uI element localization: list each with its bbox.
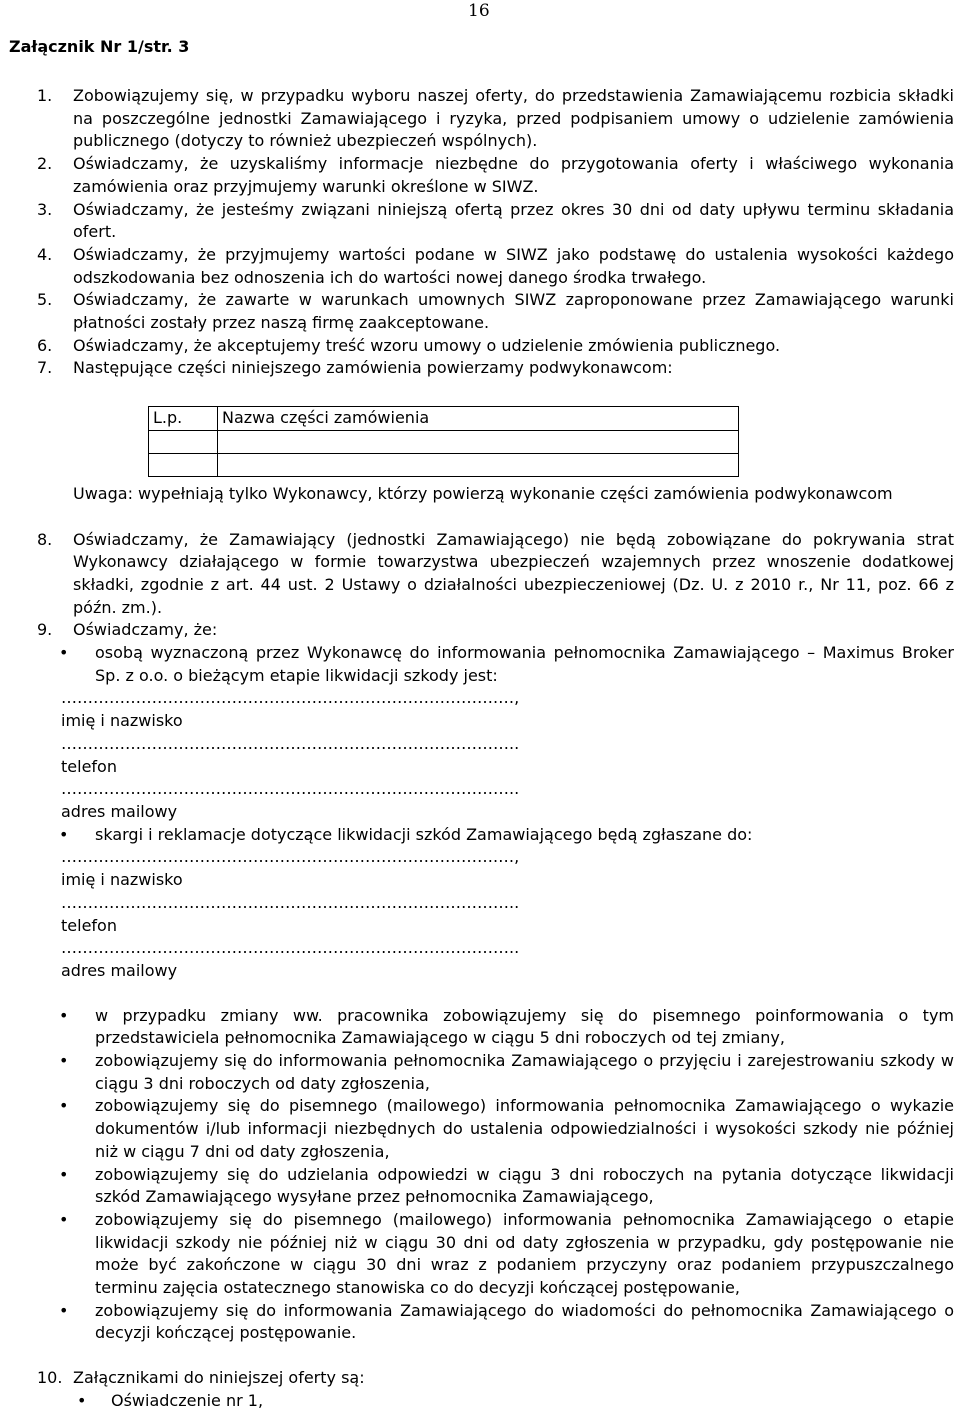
clause-number: 7.: [37, 358, 53, 378]
clause-2: [37, 153, 954, 198]
bullet-icon: •: [59, 1005, 69, 1025]
fill-in-field[interactable]: ……………………………………………………………………….…,: [61, 688, 520, 708]
attachment-item: [37, 1390, 954, 1413]
bullet-icon: •: [59, 1164, 69, 1184]
table-cell[interactable]: [149, 430, 218, 453]
field-label: imię i nazwisko: [61, 870, 183, 890]
table-row: [149, 430, 739, 453]
bullet-icon: •: [59, 643, 69, 663]
bullet-icon: •: [59, 1300, 69, 1320]
attachment-header: Załącznik Nr 1/str. 3: [9, 37, 190, 56]
clause-6: [37, 335, 954, 358]
clause-text: Oświadczamy, że Zamawiający (jednostki Zamawiającego) nie będą zobowiązane do pokrywania strat Wykonawcy działającego w formie towarzystwa ubezpieczeń wzajemnych przez wnoszenie dodatkowej składki, zgodnie z art. 44 ust. 2 Ustawy o działalności ubezpieczeniowej (Dz. U. z 2010 r., Nr 11, poz. 66 z późn. zm.).: [73, 529, 954, 617]
table-note: Uwaga: wypełniają tylko Wykonawcy, którzy powierzą wykonanie części zamówienia podwykonawcom: [73, 483, 893, 503]
bullet-text: osobą wyznaczoną przez Wykonawcę do informowania pełnomocnika Zamawiającego – Maximus Broker Sp. z o.o. o bieżącym etapie likwidacji szkody jest:: [95, 643, 954, 685]
clause-3: [37, 199, 954, 244]
bullet-text: zobowiązujemy się do pisemnego (mailowego) informowania pełnomocnika Zamawiającego o etapie likwidacji szkody nie później niż w ciągu 30 dni od daty zgłoszenia w przypadku, gdy postępowanie nie może być zakończone w ciągu 30 dni wraz z podaniem przyczyny oraz podaniem przypuszczalnego terminu zajęcia ostatecznego stanowiska co do decyzji kończącej postępowanie,: [95, 1209, 954, 1298]
clause-text: Oświadczamy, że akceptujemy treść wzoru umowy o udzielenie zmówienia publicznego.: [73, 335, 781, 355]
bullet-icon: •: [59, 1051, 69, 1071]
bullet-obligation: [37, 1005, 954, 1050]
bullet-text: zobowiązujemy się do udzielania odpowiedzi w ciągu 3 dni roboczych na pytania dotyczące likwidacji szkód Zamawiającego wysyłane przez pełnomocnika Zamawiającego,: [95, 1164, 954, 1207]
bullet-complaints: [37, 824, 954, 847]
field-label: adres mailowy: [61, 960, 178, 980]
clause-number: 2.: [37, 154, 53, 174]
clause-number: 4.: [37, 244, 53, 264]
clause-10: [37, 1367, 954, 1390]
clause-9: [37, 619, 954, 642]
clause-text: Załącznikami do niniejszej oferty są:: [73, 1368, 365, 1388]
clause-text: Oświadczamy, że uzyskaliśmy informacje niezbędne do przygotowania oferty i właściwego wykonania zamówienia oraz przyjmujemy warunki określone w SIWZ.: [73, 154, 954, 196]
clause-number: 6.: [37, 335, 53, 355]
attachment-text: Oświadczenie nr 1,: [111, 1390, 264, 1410]
subcontractor-table: [148, 406, 739, 477]
bullet-obligation: [37, 1209, 954, 1300]
bullet-icon: •: [59, 1096, 69, 1116]
table-cell[interactable]: [218, 453, 739, 476]
page-number: 16: [468, 1, 490, 21]
clause-1: [37, 85, 954, 153]
table-row: [149, 453, 739, 476]
clause-number: 8.: [37, 529, 53, 549]
clause-text: Następujące części niniejszego zamówienia powierzamy podwykonawcom:: [73, 358, 673, 378]
bullet-text: zobowiązujemy się do pisemnego (mailowego) informowania pełnomocnika Zamawiającego o wykazie dokumentów i/lub informacji niezbędnych do ustalenia odpowiedzialności i wysokości szkody nie później niż w ciągu 7 dni od daty zgłoszenia,: [95, 1096, 954, 1161]
bullet-text: w przypadku zmiany ww. pracownika zobowiązujemy się do pisemnego poinformowania o tym przedstawiciela pełnomocnika Zamawiającego w ciągu 5 dni roboczych od tej zmiany,: [95, 1005, 954, 1048]
clause-text: Oświadczamy, że przyjmujemy wartości podane w SIWZ jako podstawę do ustalenia wysokości każdego odszkodowania bez odnoszenia ich do wartości nowej danego środka trwałego.: [73, 244, 954, 287]
fill-in-field[interactable]: …………………………………………………………………………..: [61, 938, 520, 958]
fill-in-field[interactable]: ……………………………………………………………………….…,: [61, 847, 520, 867]
table-header-name: Nazwa części zamówienia: [218, 407, 739, 431]
clause-5: [37, 289, 954, 334]
clause-number: 3.: [37, 199, 53, 219]
bullet-obligation: [37, 1050, 954, 1095]
bullet-text: zobowiązujemy się do informowania Zamawiającego do wiadomości do pełnomocnika Zamawiającego o decyzji kończącej postępowanie.: [95, 1300, 954, 1343]
clause-number: 10.: [37, 1368, 63, 1388]
clause-text: Oświadczamy, że jesteśmy związani niniejszą ofertą przez okres 30 dni od daty upływu terminu składania ofert.: [73, 199, 954, 242]
bullet-obligation: [37, 1095, 954, 1163]
clause-4: [37, 244, 954, 289]
clause-text: Zobowiązujemy się, w przypadku wyboru naszej oferty, do przedstawienia Zamawiającemu rozbicia składki na poszczególne jednostki Zamawiającego i ryzyka, przed podpisaniem umowy o udzielenie zamówienia publicznego (dotyczy to również ubezpieczeń wspólnych).: [73, 86, 954, 151]
clause-text: Oświadczamy, że zawarte w warunkach umownych SIWZ zaproponowane przez Zamawiającego warunki płatności zostały przez naszą firmę zaakceptowane.: [73, 290, 954, 333]
clause-number: 9.: [37, 620, 53, 640]
bullet-obligation: [37, 1300, 954, 1345]
clause-number: 1.: [37, 86, 53, 105]
bullet-text: skargi i reklamacje dotyczące likwidacji szkód Zamawiającego będą zgłaszane do:: [95, 824, 753, 844]
table-header-lp: L.p.: [149, 407, 218, 431]
fill-in-field[interactable]: …………………………………………………………………………..: [61, 779, 520, 799]
bullet-contact-person: [37, 642, 954, 687]
bullet-icon: •: [59, 824, 69, 844]
field-label: imię i nazwisko: [61, 711, 183, 731]
clause-7: [37, 357, 954, 380]
clause-number: 5.: [37, 290, 53, 310]
field-label: telefon: [61, 915, 117, 935]
field-label: telefon: [61, 756, 117, 776]
bullet-icon: •: [77, 1390, 87, 1410]
bullet-icon: •: [59, 1209, 69, 1229]
table-header-row: [149, 407, 739, 431]
field-label: adres mailowy: [61, 801, 178, 821]
table-cell[interactable]: [218, 430, 739, 453]
fill-in-field[interactable]: …………………………………………………………………………..: [61, 892, 520, 912]
fill-in-field[interactable]: …………………………………………………………………………..: [61, 733, 520, 753]
clause-8: [37, 529, 954, 620]
clause-text: Oświadczamy, że:: [73, 620, 218, 640]
table-cell[interactable]: [149, 453, 218, 476]
bullet-text: zobowiązujemy się do informowania pełnomocnika Zamawiającego o przyjęciu i zarejestrowaniu szkody w ciągu 3 dni roboczych od daty zgłoszenia,: [95, 1051, 954, 1093]
document-body: [37, 85, 954, 1413]
bullet-obligation: [37, 1164, 954, 1209]
